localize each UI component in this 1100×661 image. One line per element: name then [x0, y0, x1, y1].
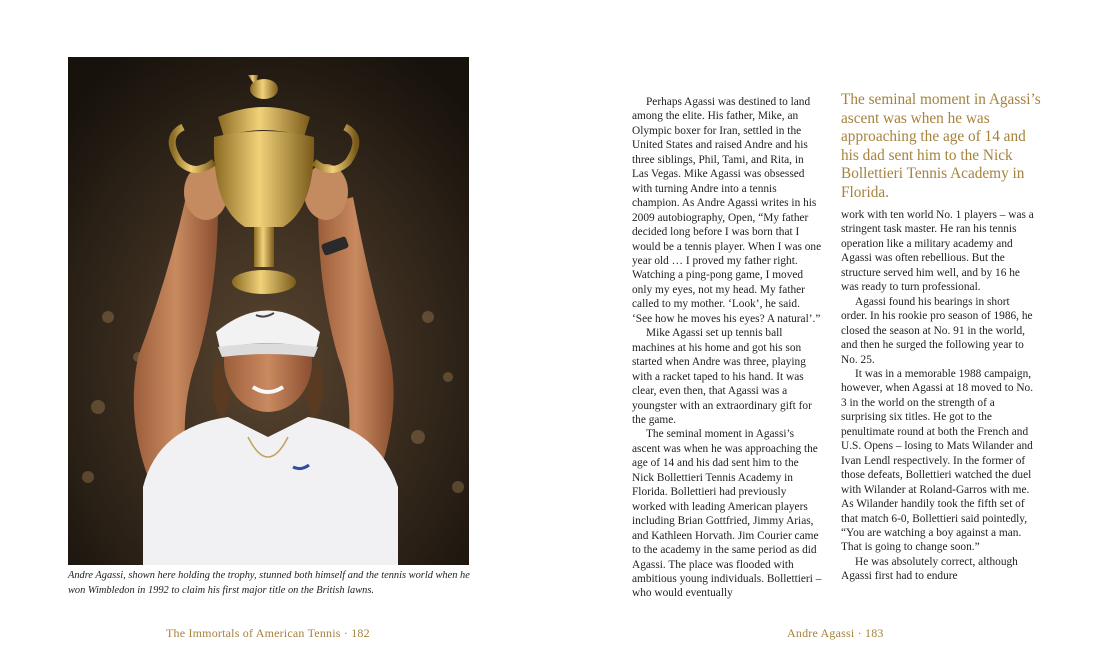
page-footer-left: The Immortals of American Tennis · 182 [166, 626, 370, 640]
page-footer-right: Andre Agassi · 183 [787, 626, 884, 640]
paragraph: Agassi found his bearings in short order. In his rookie pro season of 1986, he closed the season at No. 91 in the world, and then he surged the following year to No. 25. [841, 295, 1033, 366]
paragraph: He was absolutely correct, although Agassi first had to endure [841, 555, 1018, 583]
paragraph: work with ten world No. 1 players – was a stringent task master. He ran his tennis operation like a military academy and Agassi was often rebellious. But the structure served him well, and by 16 he was ready to turn professional. [841, 209, 1034, 294]
paragraph: Perhaps Agassi was destined to land among the elite. His father, Mike, an Olympic boxer for Iran, settled in the United States and raised Andre and his three siblings, Phil, Tami, and Rita, in Las Vegas. Mike Agassi was obsessed with turning Andre into a tennis champion. As Andre Agassi writes in his 2009 autobiography, Open, “My father decided long before I was born that I would be a tennis player. When I was one year old … I proved my father right. Watching a ping-pong game, I moved only my eyes, not my head. My father called to my mother. ‘Look’, he said. ‘See how he moves his eyes? A natural’.” [632, 96, 822, 325]
article-column-1 [632, 95, 822, 601]
paragraph: Mike Agassi set up tennis ball machines at his home and got his son started when Andre was three, playing with a racket taped to his hand. It was clear, even then, that Agassi was a youngster with an extraordinary gift for the game. [632, 327, 812, 426]
photo-caption: Andre Agassi, shown here holding the trophy, stunned both himself and the tennis world when he won Wimbledon in 1992 to claim his first major title on the British lawns. [68, 570, 470, 596]
paragraph: It was in a memorable 1988 campaign, however, when Agassi at 18 moved to No. 3 in the world on the strength of a surprising six titles. He got to the penultimate round at both the French and U.S. Opens – losing to Mats Wilander and Ivan Lendl respectively. In the former of those defeats, Bollettieri watched the duel with Wilander at Roland-Garros with me. As Wilander handily took the fifth set of that match 6-0, Bollettieri said pointedly, “You are watching a boy against a man. That is going to change soon.” [841, 367, 1034, 554]
paragraph: The seminal moment in Agassi’s ascent was when he was approaching the age of 14 and his dad sent him to the Nick Bollettieri Tennis Academy in Florida. Bollettieri had previously worked with leading American players including Brian Gottfried, Jimmy Arias, and Kathleen Horvath. Jim Courier came to the academy in the same period as did Agassi. The place was flooded with ambitious young individuals. Bollettieri – who would eventually [632, 428, 822, 600]
article-column-2 [841, 208, 1036, 584]
pull-quote: The seminal moment in Agassi’s ascent was when he was approaching the age of 14 and his dad sent him to the Nick Bollettieri Tennis Academy in Florida. [841, 91, 1041, 201]
agassi-trophy-photo [68, 57, 469, 565]
photo-illustration [68, 57, 469, 565]
